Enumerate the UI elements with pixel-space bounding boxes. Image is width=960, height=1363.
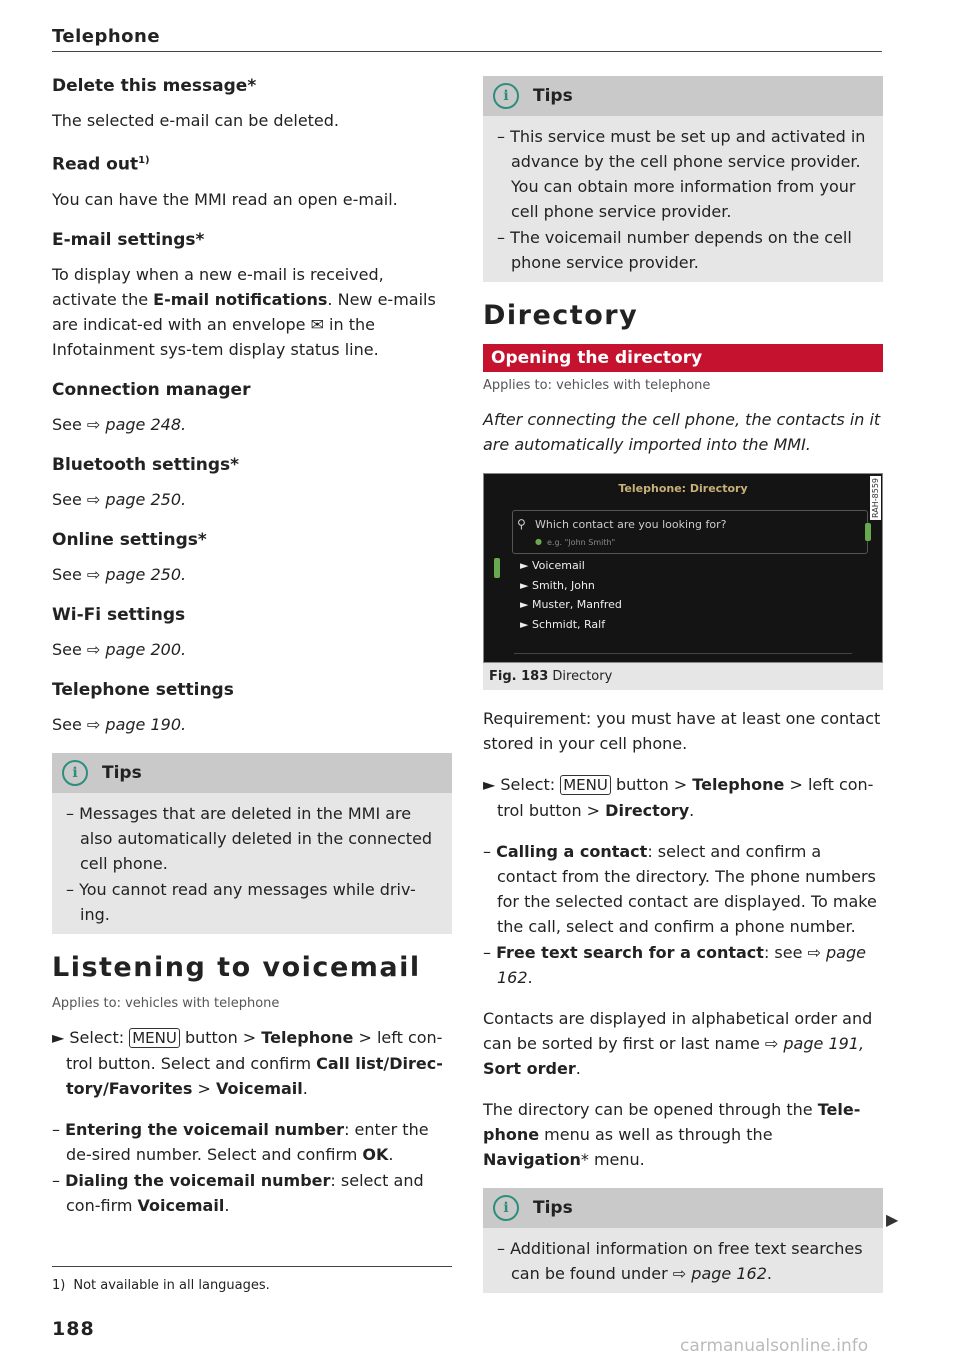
text: ► Select: (483, 775, 561, 794)
section-text (52, 562, 452, 587)
bold-term: Directory (605, 801, 690, 820)
text: button > (179, 1027, 262, 1047)
option-item (483, 940, 883, 990)
text: : see ⇨ (763, 943, 827, 962)
bold-term: Calling a contact (496, 842, 648, 861)
tips-item: – The voicemail number depends on the cell phone service provider. (497, 228, 852, 272)
info-icon: i (493, 83, 519, 109)
text: : select and con-firm (66, 1170, 424, 1215)
tips-label: Tips (533, 86, 573, 106)
figure-tag: RAH-8559 (871, 478, 880, 518)
search-placeholder: Which contact are you looking for? (535, 518, 727, 531)
figure-screen-title: Telephone: Directory (618, 482, 748, 495)
text: – (483, 943, 497, 962)
tips-header (52, 753, 452, 793)
text: . New e-mails are indicat-ed with an envelope (52, 289, 436, 334)
section-title: Wi-Fi settings (52, 604, 186, 625)
section-title: Bluetooth settings* (52, 454, 240, 475)
search-hint: e.g. "John Smith" (547, 538, 616, 547)
section-heading: Listening to voicemail (52, 951, 421, 983)
section-text (52, 637, 452, 662)
text: > left con-trol button. Select and confirm (66, 1027, 443, 1073)
contact-item[interactable]: ► Schmidt, Ralf (520, 617, 606, 631)
caption-text: Directory (548, 669, 613, 684)
text: menu as well as through the (539, 1125, 773, 1144)
text: See ⇨ (52, 489, 106, 509)
section-title (52, 149, 452, 177)
tips-label: Tips (533, 1198, 573, 1218)
bold-term: Entering the voicemail number (65, 1119, 345, 1139)
section-text: The selected e-mail can be deleted. (52, 111, 340, 130)
page-link[interactable]: page 250. (105, 489, 187, 509)
intro-text: After connecting the cell phone, the contacts in it are automatically imported into the MMI. (483, 410, 881, 454)
bold-term: Sort order (483, 1059, 576, 1078)
menu-key: MENU (129, 1028, 180, 1048)
contact-item[interactable]: ► Smith, John (520, 578, 595, 592)
tips-header (483, 76, 883, 116)
bold-term: Telephone (692, 775, 785, 794)
text: To display when a new e-mail is received, activate the (52, 264, 384, 309)
text: . (302, 1078, 308, 1098)
figure-caption (483, 663, 883, 690)
section-text (52, 487, 452, 512)
subsection-bar: Opening the directory (483, 344, 883, 372)
contact-list (520, 556, 622, 634)
header-rule (52, 51, 882, 52)
scroll-handle (865, 523, 871, 541)
applies-to: Applies to: vehicles with telephone (52, 995, 280, 1011)
section-title-text: Read out (52, 154, 139, 175)
tips-box (52, 753, 452, 934)
option-item (483, 839, 883, 939)
figure-label: Fig. 183 (489, 669, 549, 684)
tips-body (483, 116, 883, 282)
body-text (483, 1006, 883, 1081)
text: Contacts are displayed in alphabetical order and can be sorted by first or last name ⇨ (483, 1009, 873, 1053)
section-title: Delete this message* (52, 76, 257, 96)
text: ► Select: (52, 1027, 130, 1047)
tips-item: – This service must be set up and activated in advance by the cell phone service provider. You can obtain more information from your cell phone service provider. (497, 127, 866, 221)
contact-search-field[interactable] (512, 510, 868, 554)
section-heading: Directory (483, 300, 639, 331)
contact-item[interactable]: ► Voicemail (520, 559, 585, 572)
page-link[interactable]: page 190. (105, 714, 187, 734)
text: . (766, 1264, 772, 1283)
page-link[interactable]: page 250. (105, 564, 187, 584)
tips-header (483, 1188, 883, 1228)
page-link[interactable]: page 248. (105, 414, 187, 434)
option-item (52, 1117, 452, 1167)
text: > (192, 1078, 216, 1098)
text: in the Infotainment sys-tem display status line. (52, 314, 379, 359)
footnote (52, 1278, 270, 1293)
menu-key: MENU (560, 775, 611, 795)
section-title: Telephone settings (52, 679, 234, 700)
text: – (52, 1170, 66, 1190)
tips-item: – Messages that are deleted in the MMI are also automatically deleted in the connected cell phone. (66, 803, 433, 873)
text: . (527, 968, 533, 987)
search-person-icon: ⚲ (517, 517, 526, 531)
bold-term: Voicemail (137, 1195, 225, 1215)
text: See ⇨ (52, 714, 106, 734)
section-text (52, 262, 452, 362)
tips-item (497, 1236, 873, 1286)
text: See ⇨ (52, 414, 106, 434)
directory-figure (483, 473, 883, 663)
section-title: Online settings* (52, 529, 207, 550)
text: button > (610, 775, 693, 794)
tips-label: Tips (102, 762, 142, 783)
running-header: Telephone (52, 26, 161, 47)
text: . (575, 1059, 581, 1078)
page-link[interactable]: page 191, (783, 1034, 865, 1053)
bold-term: Free text search for a contact (496, 943, 764, 962)
bold-term: E-mail notifications (153, 289, 328, 309)
continue-arrow-icon: ▶ (886, 1210, 899, 1229)
tips-item: – You cannot read any messages while driv-ing. (66, 879, 416, 924)
instruction-step (52, 1025, 452, 1101)
section-text (52, 712, 452, 737)
tips-box (483, 1188, 883, 1293)
contact-item[interactable]: ► Muster, Manfred (520, 598, 622, 611)
text: See ⇨ (52, 639, 106, 659)
tips-body (52, 793, 452, 934)
bold-term: Call list/Direc-tory/Favorites (66, 1053, 443, 1098)
instruction-step (483, 772, 883, 823)
text: : enter the de-sired number. Select and confirm (66, 1119, 429, 1164)
envelope-icon: ✉ (310, 314, 324, 334)
text: * menu. (580, 1150, 645, 1169)
section-text (52, 412, 452, 437)
right-column (483, 76, 883, 1309)
text: – Additional information on free text searches can be found under ⇨ (497, 1239, 863, 1283)
left-column (52, 74, 452, 1219)
footnote-text: Not available in all languages. (73, 1278, 270, 1293)
info-icon: i (493, 1195, 519, 1221)
section-title: E-mail settings* (52, 229, 205, 250)
text: . (388, 1144, 394, 1164)
text: The directory can be opened through the (483, 1100, 818, 1119)
bold-term: Voicemail (216, 1078, 303, 1098)
footnote-ref[interactable]: 1) (138, 155, 150, 166)
text: : select and confirm a contact from the directory. The phone numbers for the selected contact are displayed. To make the call, select and confirm a phone number. (497, 842, 877, 936)
page-number: 188 (52, 1318, 95, 1340)
bold-term: Telephone (261, 1027, 354, 1047)
info-dot-icon: ● (535, 537, 542, 546)
section-text: You can have the MMI read an open e-mail. (52, 189, 398, 209)
text: – (483, 842, 497, 861)
page-link[interactable]: page 162 (691, 1264, 767, 1283)
watermark: carmanualsonline.info (680, 1336, 869, 1356)
text: See ⇨ (52, 564, 106, 584)
body-text (483, 1097, 883, 1172)
bold-term: Navigation (483, 1150, 581, 1169)
applies-to: Applies to: vehicles with telephone (483, 378, 711, 393)
footnote-rule (52, 1266, 452, 1267)
text: . (689, 801, 695, 820)
page-link[interactable]: page 162 (497, 943, 866, 987)
left-control-indicator (494, 558, 500, 578)
tips-box (483, 76, 883, 282)
option-item (52, 1168, 452, 1218)
info-icon: i (62, 760, 88, 786)
tips-body (483, 1228, 883, 1293)
page-link[interactable]: page 200. (105, 639, 187, 659)
figure-bottom-bar (514, 639, 852, 654)
bold-term: OK (362, 1144, 389, 1164)
footnote-mark: 1) (52, 1278, 66, 1293)
bold-term: Tele-phone (483, 1100, 861, 1144)
text: . (224, 1195, 230, 1215)
text: > left con-trol button > (497, 775, 874, 820)
requirement-text: Requirement: you must have at least one contact stored in your cell phone. (483, 709, 881, 753)
section-title: Connection manager (52, 379, 251, 400)
text: – (52, 1119, 66, 1139)
bold-term: Dialing the voicemail number (65, 1170, 331, 1190)
